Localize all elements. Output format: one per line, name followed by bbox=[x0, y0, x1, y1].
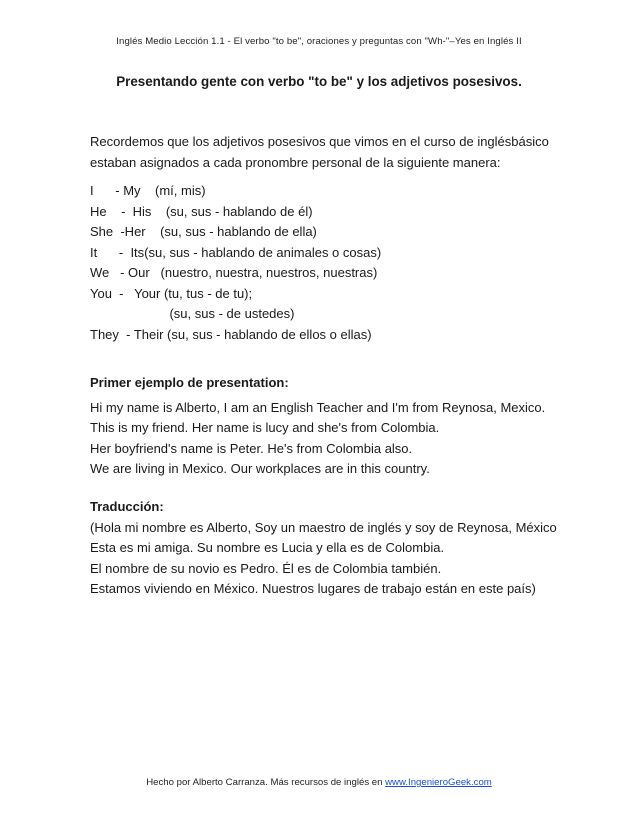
translation-section bbox=[90, 497, 560, 600]
pronoun-item-i: I - My (mí, mis) bbox=[90, 183, 206, 198]
pronoun-item-he: He - His (su, sus - hablando de él) bbox=[90, 203, 313, 219]
intro-paragraph bbox=[90, 132, 560, 173]
example-heading: Primer ejemplo de presentation: bbox=[90, 375, 289, 390]
example-line: We are living in Mexico. Our workplaces are in this country. bbox=[90, 461, 430, 476]
example-line: Hi my name is Alberto, I am an English Teacher and I'm from Reynosa, Mexico. bbox=[90, 399, 546, 415]
example-line: Her boyfriend's name is Peter. He's from Colombia also. bbox=[90, 440, 413, 456]
translation-heading: Traducción: bbox=[90, 499, 164, 514]
pronoun-item-you-plural: (su, sus - de ustedes) bbox=[90, 306, 295, 321]
intro-line-1: Recordemos que los adjetivos posesivos que vimos en el curso de inglésbásico bbox=[90, 134, 549, 149]
page-footer bbox=[0, 777, 638, 788]
footer-text: Hecho por Alberto Carranza. Más recursos de inglés en bbox=[146, 777, 386, 788]
pronoun-list bbox=[90, 181, 560, 345]
example-section bbox=[90, 373, 560, 480]
document-title: Presentando gente con verbo "to be" y los adjetivos posesivos. bbox=[116, 74, 522, 89]
pronoun-item-she: She -Her (su, sus - hablando de ella) bbox=[90, 224, 317, 239]
pronoun-item-it: It - Its(su, sus - hablando de animales o cosas) bbox=[90, 244, 382, 260]
pronoun-item-you: You - Your (tu, tus - de tu); bbox=[90, 285, 253, 301]
translation-line: Esta es mi amiga. Su nombre es Lucia y ella es de Colombia. bbox=[90, 540, 445, 555]
translation-line: (Hola mi nombre es Alberto, Soy un maestro de inglés y soy de Reynosa, México bbox=[90, 519, 557, 535]
example-line: This is my friend. Her name is lucy and she's from Colombia. bbox=[90, 420, 440, 435]
page-header: Inglés Medio Lección 1.1 - El verbo "to be", oraciones y preguntas con "Wh-"–Yes en Inglés II bbox=[116, 36, 522, 47]
translation-line: El nombre de su novio es Pedro. Él es de Colombia también. bbox=[90, 560, 442, 576]
footer-website-link[interactable]: www.IngenieroGeek.com bbox=[385, 777, 492, 788]
translation-line: Estamos viviendo en México. Nuestros lugares de trabajo están en este país) bbox=[90, 581, 536, 596]
intro-line-2: estaban asignados a cada pronombre personal de la siguiente manera: bbox=[90, 154, 501, 170]
pronoun-item-we: We - Our (nuestro, nuestra, nuestros, nuestras) bbox=[90, 265, 378, 280]
pronoun-item-they: They - Their (su, sus - hablando de ellos o ellas) bbox=[90, 326, 372, 342]
